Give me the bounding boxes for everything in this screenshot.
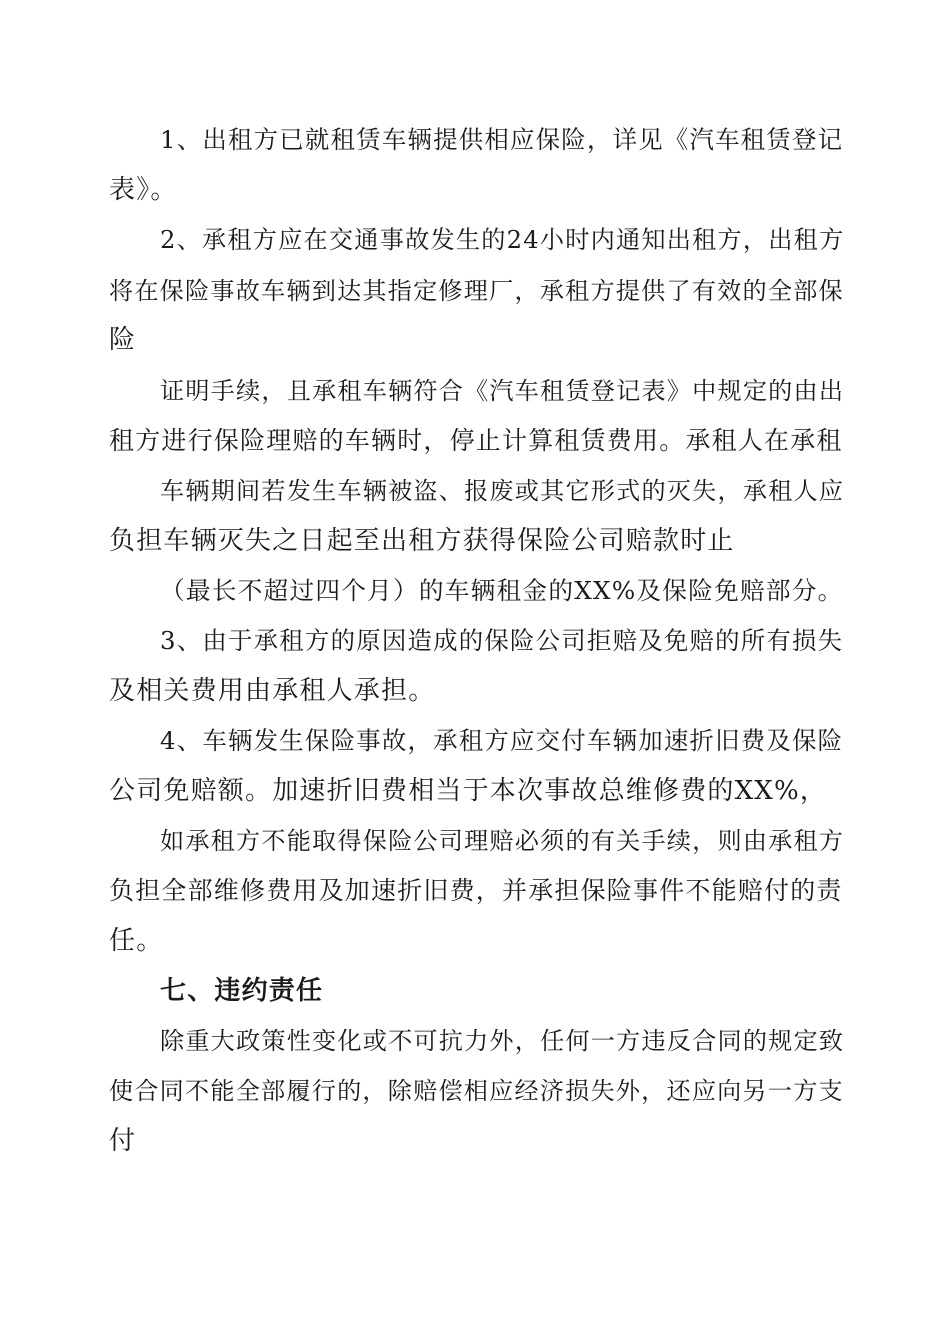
section-heading: 七、违约责任 [160, 976, 324, 1006]
text-line: 付 [109, 1126, 137, 1156]
text-line: 车辆期间若发生车辆被盗、报废或其它形式的灭失，承租人应 [160, 477, 845, 505]
text-line: 及相关费用由承租人承担。 [109, 676, 436, 706]
text-line: 表》。 [109, 175, 178, 205]
text-line: 公司免赔额。加速折旧费相当于本次事故总维修费的XX%， [109, 776, 828, 806]
text-line: 除重大政策性变化或不可抗力外，任何一方违反合同的规定致 [160, 1027, 845, 1055]
text-line: 4、车辆发生保险事故，承租方应交付车辆加速折旧费及保险 [160, 726, 844, 755]
text-line: 1、出租方已就租赁车辆提供相应保险，详见《汽车租赁登记 [160, 125, 844, 154]
text-line: 3、由于承租方的原因造成的保险公司拒赔及免赔的所有损失 [160, 626, 844, 655]
text-line: 如承租方不能取得保险公司理赔必须的有关手续，则由承租方 [160, 827, 845, 855]
text-line: 险 [109, 325, 137, 355]
text-line: 将在保险事故车辆到达其指定修理厂，承租方提供了有效的全部保 [109, 277, 844, 305]
text-line: 证明手续，且承租车辆符合《汽车租赁登记表》中规定的由出 [160, 377, 845, 405]
text-line: （最长不超过四个月）的车辆租金的XX%及保险免赔部分。 [160, 576, 844, 605]
text-line: 2、承租方应在交通事故发生的24小时内通知出租方，出租方 [160, 226, 845, 254]
text-line: 使合同不能全部履行的，除赔偿相应经济损失外，还应向另一方支 [109, 1077, 844, 1105]
text-line: 负担全部维修费用及加速折旧费，并承担保险事件不能赔付的责 [109, 876, 843, 905]
text-line: 任。 [109, 926, 164, 956]
text-line: 负担车辆灭失之日起至出租方获得保险公司赔款时止 [109, 526, 735, 556]
text-line: 租方进行保险理赔的车辆时，停止计算租赁费用。承租人在承租 [109, 426, 843, 455]
